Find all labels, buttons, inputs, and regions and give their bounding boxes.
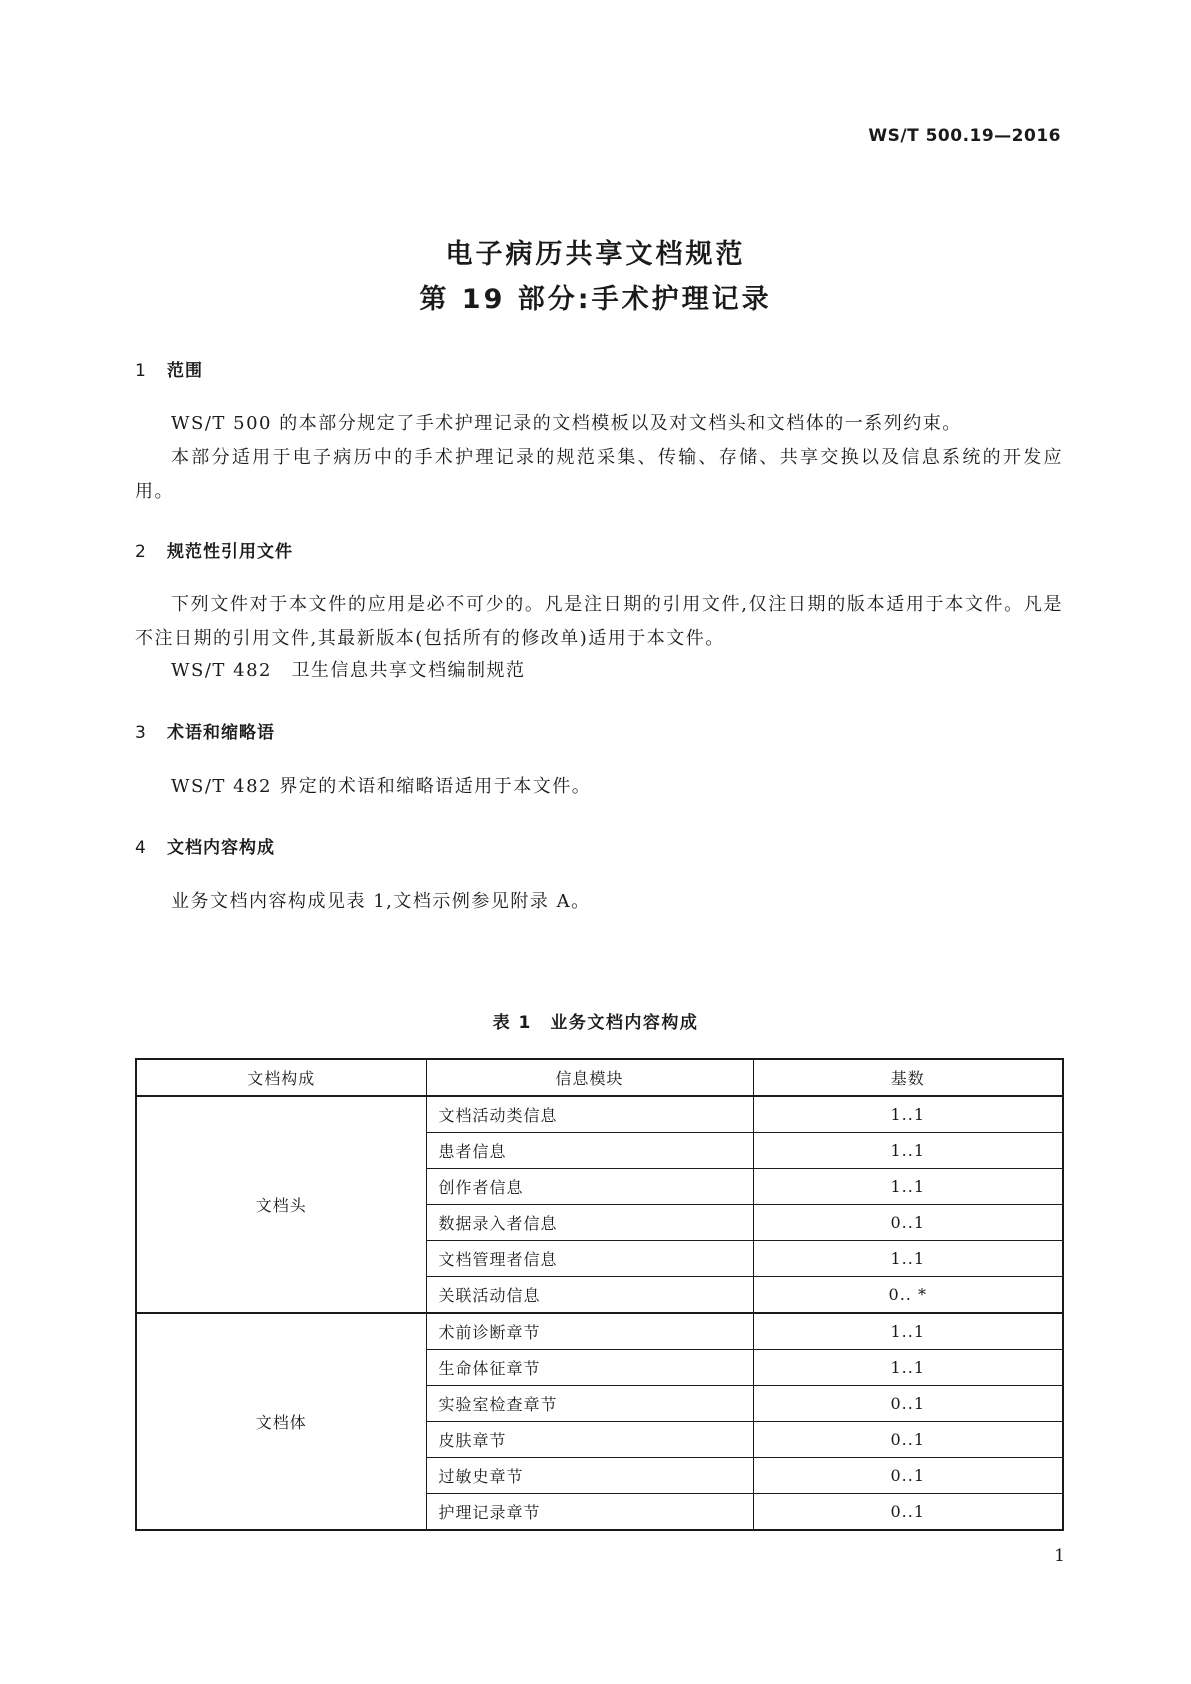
table-header-cell: 信息模块 — [426, 1059, 753, 1096]
cardinality-cell: 1..1 — [753, 1350, 1063, 1386]
module-cell: 文档活动类信息 — [426, 1096, 753, 1133]
standard-code: WS/T 500.19—2016 — [868, 126, 1061, 146]
table-row — [136, 1096, 1063, 1133]
section-number: 3 — [135, 723, 147, 743]
section-4-paragraph-1: 业务文档内容构成见表 1,文档示例参见附录 A。 — [171, 891, 591, 912]
document-subtitle: 第 19 部分:手术护理记录 — [419, 284, 772, 315]
cardinality-cell: 1..1 — [753, 1169, 1063, 1205]
section-4-heading — [135, 833, 275, 858]
module-cell: 实验室检查章节 — [426, 1386, 753, 1422]
section-title: 术语和缩略语 — [167, 723, 275, 743]
table-caption: 表 1 业务文档内容构成 — [492, 1013, 699, 1033]
cardinality-cell: 0..1 — [753, 1422, 1063, 1458]
cardinality-cell: 0..1 — [753, 1458, 1063, 1494]
normative-reference: WS/T 482 卫生信息共享文档编制规范 — [171, 660, 526, 681]
section-title: 规范性引用文件 — [167, 542, 293, 562]
group-cell-document-header: 文档头 — [136, 1096, 426, 1313]
table-header-cell: 文档构成 — [136, 1059, 426, 1096]
section-1-paragraph-1: WS/T 500 的本部分规定了手术护理记录的文档模板以及对文档头和文档体的一系列约束。 — [171, 413, 962, 434]
content-structure-table — [135, 1058, 1064, 1531]
section-number: 1 — [135, 361, 147, 381]
cardinality-cell: 0..1 — [753, 1386, 1063, 1422]
page-number: 1 — [1054, 1546, 1065, 1566]
section-1-paragraph-2: 本部分适用于电子病历中的手术护理记录的规范采集、传输、存储、共享交换以及信息系统的开发应用。 — [135, 447, 1063, 502]
module-cell: 患者信息 — [426, 1133, 753, 1169]
module-cell: 术前诊断章节 — [426, 1313, 753, 1350]
module-cell: 创作者信息 — [426, 1169, 753, 1205]
cardinality-cell: 1..1 — [753, 1241, 1063, 1277]
table-header-cell: 基数 — [753, 1059, 1063, 1096]
cardinality-cell: 1..1 — [753, 1096, 1063, 1133]
module-cell: 生命体征章节 — [426, 1350, 753, 1386]
module-cell: 数据录入者信息 — [426, 1205, 753, 1241]
section-3-paragraph-1: WS/T 482 界定的术语和缩略语适用于本文件。 — [171, 776, 592, 797]
section-1-heading — [135, 356, 203, 381]
module-cell: 过敏史章节 — [426, 1458, 753, 1494]
document-title: 电子病历共享文档规范 — [445, 239, 746, 270]
section-number: 4 — [135, 838, 147, 858]
module-cell: 皮肤章节 — [426, 1422, 753, 1458]
section-title: 范围 — [167, 361, 203, 381]
cardinality-cell: 1..1 — [753, 1313, 1063, 1350]
cardinality-cell: 0.. * — [753, 1277, 1063, 1314]
module-cell: 关联活动信息 — [426, 1277, 753, 1314]
section-3-heading — [135, 718, 275, 743]
cardinality-cell: 0..1 — [753, 1205, 1063, 1241]
section-title: 文档内容构成 — [167, 838, 275, 858]
cardinality-cell: 1..1 — [753, 1133, 1063, 1169]
module-cell: 护理记录章节 — [426, 1494, 753, 1531]
section-2-heading — [135, 537, 293, 562]
table-header-row — [136, 1059, 1063, 1096]
cardinality-cell: 0..1 — [753, 1494, 1063, 1531]
section-number: 2 — [135, 542, 147, 562]
table-row — [136, 1313, 1063, 1350]
module-cell: 文档管理者信息 — [426, 1241, 753, 1277]
group-cell-document-body: 文档体 — [136, 1313, 426, 1530]
section-2-paragraph-1: 下列文件对于本文件的应用是必不可少的。凡是注日期的引用文件,仅注日期的版本适用于本文件。凡是不注日期的引用文件,其最新版本(包括所有的修改单)适用于本文件。 — [135, 594, 1063, 649]
